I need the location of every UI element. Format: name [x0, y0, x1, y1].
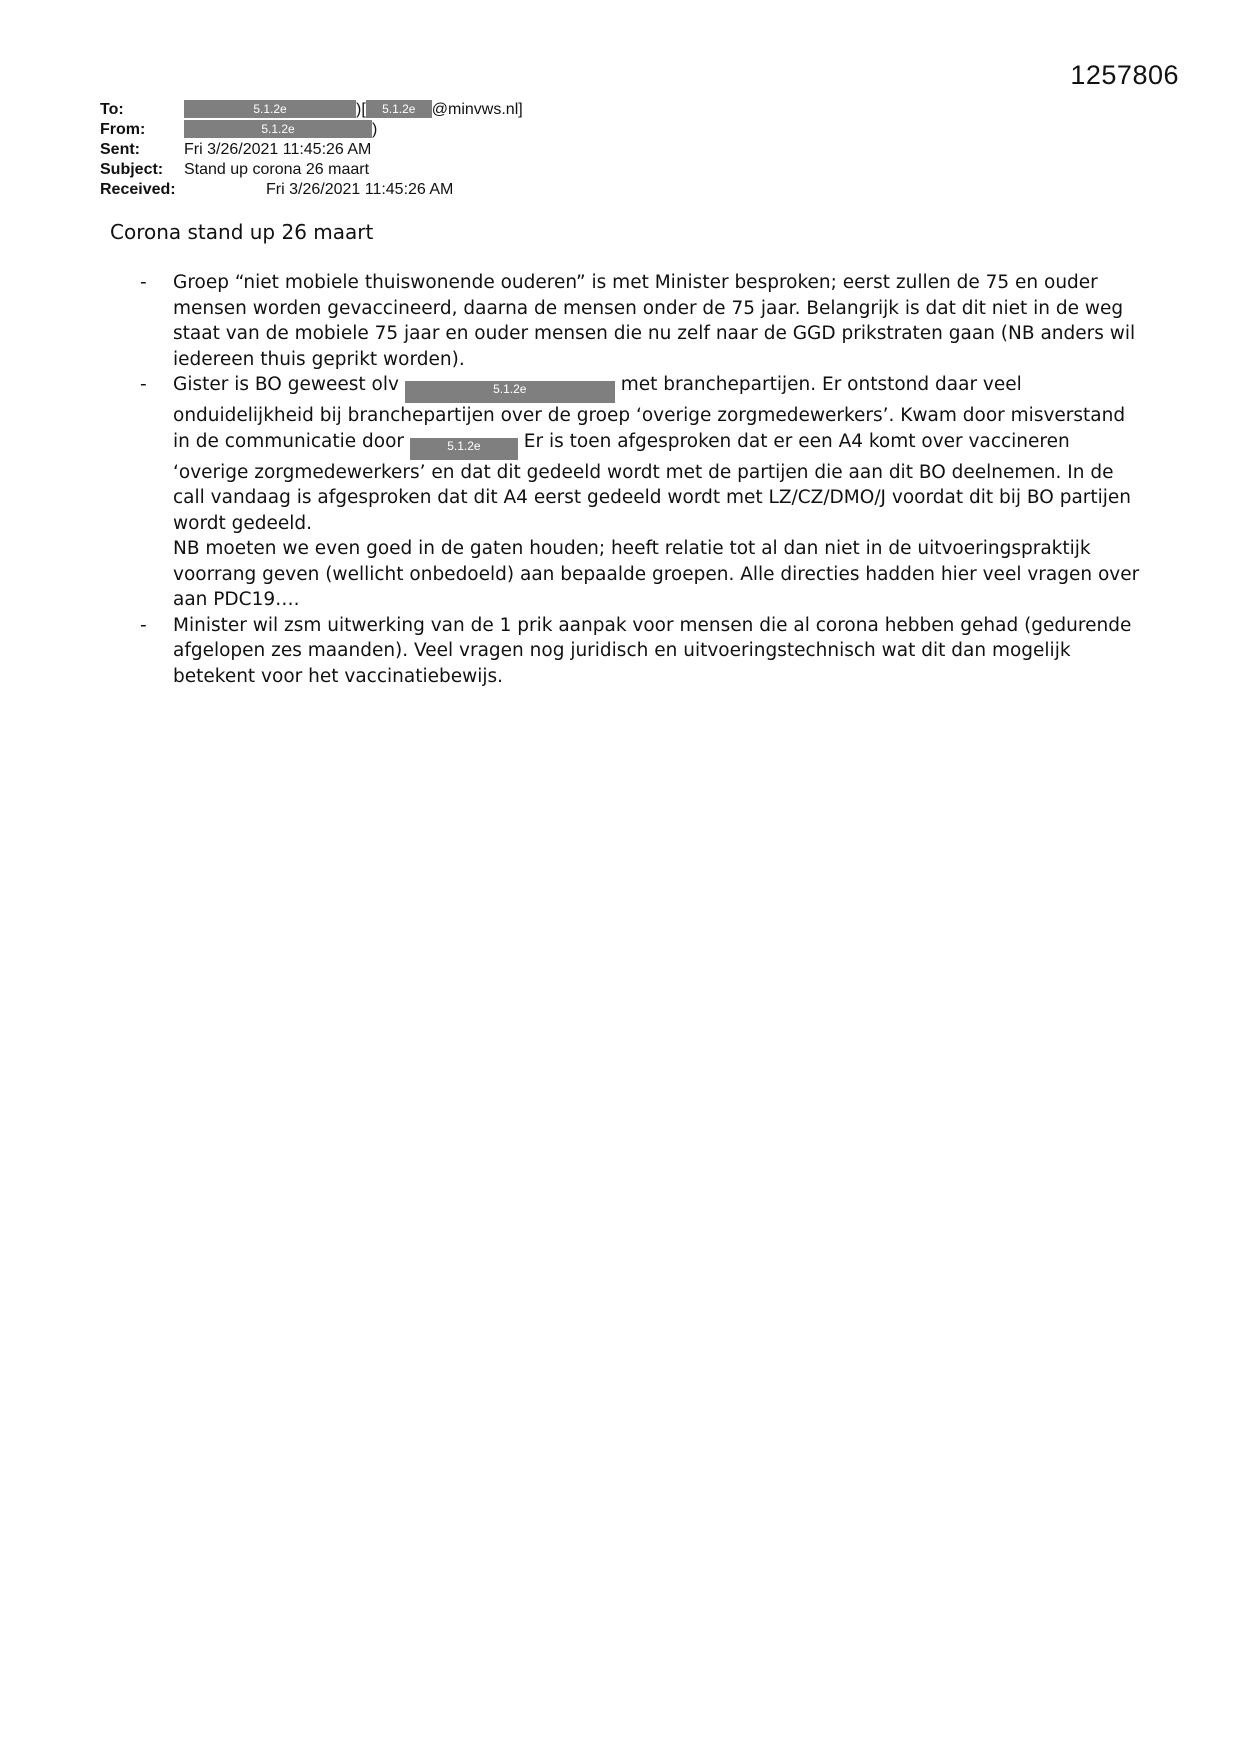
bullet-list	[140, 270, 1140, 689]
from-close: )	[372, 121, 378, 138]
subject-value: Stand up corona 26 maart	[184, 161, 370, 178]
bullet-dash: -	[140, 614, 147, 636]
bullet-text: Er is toen afgesproken dat er een A4 komt over vaccineren ‘overige zorgmedewerkers’ en dat dit gedeeld wordt met de partijen die aan dit BO deelnemen. In de call vandaag is afgesproken dat dit A4 eerst gedeeld wordt met LZ/CZ/DMO/J voordat dit bij BO partijen wordt gedeeld.	[173, 430, 1132, 534]
redaction-box: 5.1.2e	[405, 381, 615, 403]
list-item	[140, 372, 1140, 613]
message-title: Corona stand up 26 maart	[110, 220, 374, 244]
bullet-text: Groep “niet mobiele thuiswonende ouderen” is met Minister besproken; eerst zullen de 75 en ouder mensen worden gevaccineerd, daarna de mensen onder de 75 jaar. Belangrijk is dat dit niet in de weg staat van de mobiele 75 jaar en ouder mensen die nu zelf naar de GGD prikstraten gaan (NB anders wil iedereen thuis geprikt worden).	[173, 272, 1136, 370]
received-label: Received:	[100, 181, 176, 198]
to-value	[184, 100, 523, 120]
sent-label: Sent:	[100, 141, 140, 158]
redaction-box: 5.1.2e	[184, 120, 372, 138]
list-item	[140, 270, 1140, 372]
from-value	[184, 120, 377, 140]
redaction-box: 5.1.2e	[184, 100, 356, 118]
document-number: 1257806	[1070, 60, 1179, 90]
bullet-note: NB moeten we even goed in de gaten houden; heeft relatie tot al dan niet in de uitvoeringspraktijk voorrang geven (wellicht onbedoeld) aan bepaalde groepen. Alle directies hadden hier veel vragen over aan PDC19….	[173, 538, 1140, 610]
redaction-box: 5.1.2e	[366, 100, 432, 118]
subject-label: Subject:	[100, 161, 164, 178]
redaction-box: 5.1.2e	[410, 438, 518, 460]
received-value: Fri 3/26/2021 11:45:26 AM	[266, 181, 454, 198]
bullet-text: Gister is BO geweest olv	[173, 374, 399, 395]
bullet-text: Minister wil zsm uitwerking van de 1 prik aanpak voor mensen die al corona hebben gehad (gedurende afgelopen zes maanden). Veel vragen nog juridisch en uitvoeringstechnisch wat dit dan mogelijk betekent voor het vaccinatiebewijs.	[173, 614, 1132, 687]
to-separator: )[	[356, 101, 366, 118]
from-label: From:	[100, 121, 146, 138]
to-label: To:	[100, 101, 124, 118]
sent-value: Fri 3/26/2021 11:45:26 AM	[184, 141, 372, 158]
list-item	[140, 613, 1140, 690]
bullet-dash: -	[140, 272, 147, 293]
bullet-dash: -	[140, 374, 147, 395]
to-domain: @minvws.nl]	[431, 101, 523, 118]
bullet-text: met branchepartijen. Er ontstond daar veel onduidelijkheid bij branchepartijen over de groep ‘overige zorgmedewerkers’. Kwam door misverstand in de communicatie door	[173, 374, 1126, 452]
